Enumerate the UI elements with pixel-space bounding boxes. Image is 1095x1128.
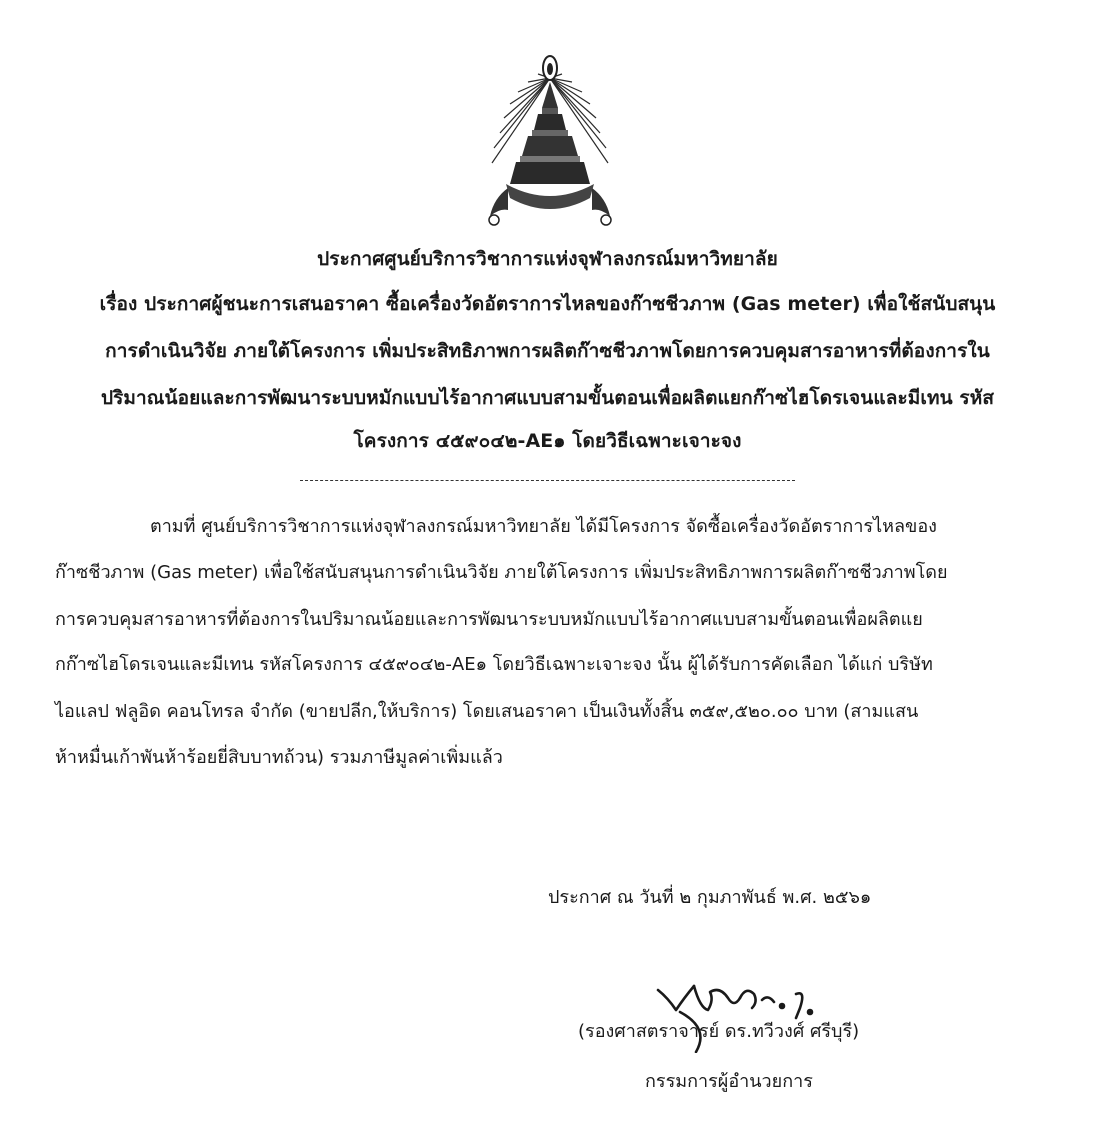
body-paragraph-line-3: การควบคุมสารอาหารที่ต้องการในปริมาณน้อยและการพัฒนาระบบหมักแบบไร้อากาศแบบสามขั้นตอนเพื่อผลิตแย xyxy=(55,609,923,630)
announcement-heading-line-1: ประกาศศูนย์บริการวิชาการแห่งจุฬาลงกรณ์มหาวิทยาลัย xyxy=(317,248,778,270)
body-paragraph-line-1: ตามที่ ศูนย์บริการวิชาการแห่งจุฬาลงกรณ์มหาวิทยาลัย ได้มีโครงการ จัดซื้อเครื่องวัดอัตราการไหลของ xyxy=(150,516,937,537)
announcement-subject-line-4: โครงการ ๔๕๙๐๔๒-AE๑ โดยวิธีเฉพาะเจาะจง xyxy=(353,430,742,452)
university-emblem-logo xyxy=(480,38,620,233)
signer-name: (รองศาสตราจารย์ ดร.ทวีวงศ์ ศรีบุรี) xyxy=(578,1021,860,1042)
dashed-divider xyxy=(300,480,795,481)
body-paragraph-line-4: กก๊าซไฮโดรเจนและมีเทน รหัสโครงการ ๔๕๙๐๔๒-AE๑ โดยวิธีเฉพาะเจาะจง นั้น ผู้ได้รับการคัดเลือก ได้แก่ บริษัท xyxy=(55,654,933,675)
signer-title: กรรมการผู้อำนวยการ xyxy=(645,1071,813,1092)
announcement-date: ประกาศ ณ วันที่ ๒ กุมภาพันธ์ พ.ศ. ๒๕๖๑ xyxy=(548,887,872,908)
announcement-subject-line-3: ปริมาณน้อยและการพัฒนาระบบหมักแบบไร้อากาศแบบสามขั้นตอนเพื่อผลิตแยกก๊าซไฮโดรเจนและมีเทน รหัส xyxy=(100,387,995,409)
body-paragraph-line-5: ไอแลป ฟลูอิด คอนโทรล จำกัด (ขายปลีก,ให้บริการ) โดยเสนอราคา เป็นเงินทั้งสิ้น ๓๕๙,๕๒๐.๐๐ บาท (สามแสน xyxy=(55,701,919,722)
announcement-subject-line-1: เรื่อง ประกาศผู้ชนะการเสนอราคา ซื้อเครื่องวัดอัตราการไหลของก๊าซชีวภาพ (Gas meter) เพื่อใช้สนับสนุน xyxy=(99,293,996,315)
body-paragraph-line-6: ห้าหมื่นเก้าพันห้าร้อยยี่สิบบาทถ้วน) รวมภาษีมูลค่าเพิ่มแล้ว xyxy=(55,747,503,768)
announcement-subject-line-2: การดำเนินวิจัย ภายใต้โครงการ เพิ่มประสิทธิภาพการผลิตก๊าซชีวภาพโดยการควบคุมสารอาหารที่ต้องการใน xyxy=(105,340,990,362)
body-paragraph-line-2: ก๊าซชีวภาพ (Gas meter) เพื่อใช้สนับสนุนการดำเนินวิจัย ภายใต้โครงการ เพิ่มประสิทธิภาพการผลิตก๊าซชีวภาพโดย xyxy=(55,562,948,583)
